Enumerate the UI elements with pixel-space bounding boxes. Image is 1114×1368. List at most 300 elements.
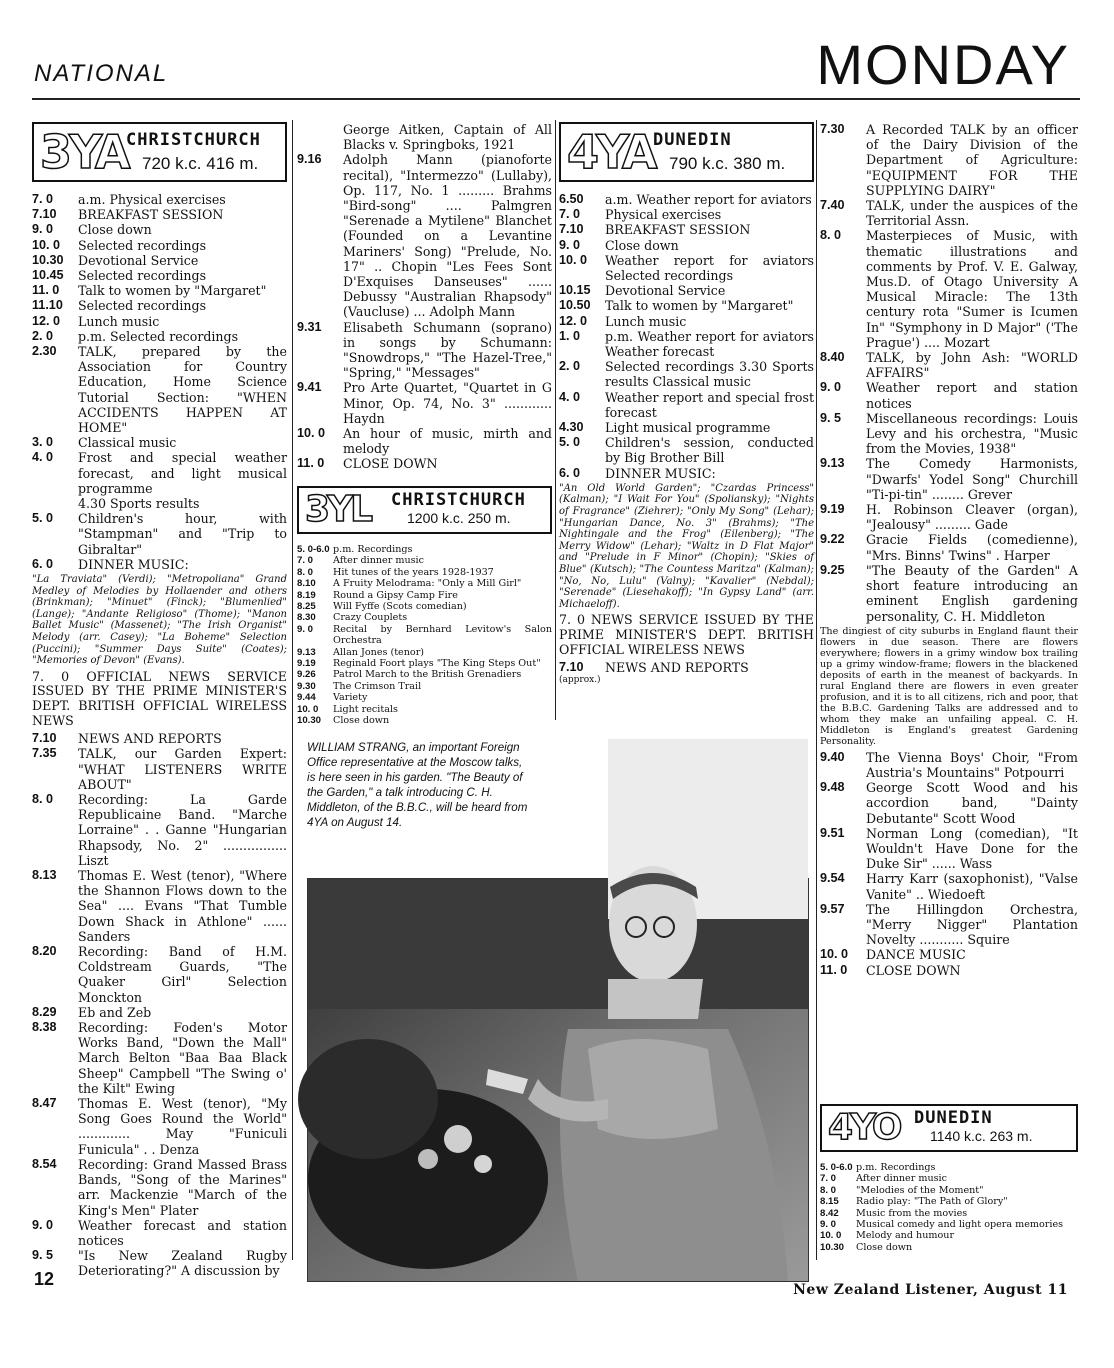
column-4ya-continued bbox=[820, 122, 1078, 1264]
programme-desc: Allan Jones (tenor) bbox=[333, 646, 425, 658]
programme-item bbox=[820, 750, 1078, 780]
programme-time: 9. 5 bbox=[32, 1248, 54, 1263]
programme-time: 8.54 bbox=[32, 1156, 57, 1171]
programme-time: 10. 0 bbox=[559, 252, 588, 267]
programme-time: 7.10 bbox=[32, 207, 57, 222]
programme-item bbox=[32, 435, 287, 450]
programme-desc: Crazy Couplets bbox=[333, 612, 408, 624]
programme-desc: Elisabeth Schumann (soprano) in songs by Schumann: "Snowdrops," "The Hazel-Tree," "Spring," "Messages" bbox=[343, 319, 552, 381]
programme-time: 5. 0-6.0 bbox=[297, 544, 330, 555]
programme-desc: a.m. Physical exercises bbox=[78, 192, 226, 207]
programme-item bbox=[297, 567, 552, 578]
programme-time: 2. 0 bbox=[32, 328, 54, 343]
programme-item bbox=[32, 792, 287, 868]
programme-time: 9.51 bbox=[820, 825, 845, 840]
programme-desc: DINNER MUSIC: bbox=[605, 465, 716, 481]
programme-desc: A Recorded TALK by an officer of the Dairy Division of the Department of Agriculture: "EQUIPMENT FOR THE SUPPLYING DAIRY" bbox=[866, 122, 1078, 198]
programme-desc: After dinner music bbox=[333, 555, 424, 567]
programme-item bbox=[32, 746, 287, 792]
programme-time: 9.19 bbox=[297, 658, 316, 670]
programme-desc: Masterpieces of Music, with thematic illustrations and comments by Prof. V. E. Galway, Mus.D. of Otago University A Musical Miracle: The 13th century rota "Sumer is Icumen In" "Symphony in D Major" ('The Prague') .... Mozart bbox=[866, 228, 1078, 350]
programme-item bbox=[297, 647, 552, 658]
programme-time: 7.40 bbox=[820, 198, 845, 213]
station-frequency: 790 k.c. 380 m. bbox=[669, 154, 786, 173]
programme-desc: Hit tunes of the years 1928-1937 bbox=[333, 566, 494, 578]
page-number: 12 bbox=[34, 1269, 55, 1289]
programme-desc: Physical exercises bbox=[605, 207, 722, 223]
programme-time: 11. 0 bbox=[32, 283, 60, 298]
station-city: DUNEDIN bbox=[914, 1108, 993, 1128]
photo-caption: WILLIAM STRANG, an important Foreign Office representative at the Moscow talks, is here seen in his garden. "The Beauty of the Garden," a talk introducing C. H. Middleton, of the B.B.C., will be heard from 4YA on August 14. bbox=[307, 741, 528, 829]
programme-item bbox=[559, 329, 814, 359]
programme-item bbox=[820, 1242, 1078, 1253]
programme-desc: TALK, prepared by the Association for Country Education, Home Science Tutorial Section: "WHEN ACCIDENTS HAPPEN AT HOME" bbox=[78, 344, 287, 436]
programme-desc: Recording: La Garde Republicaine Band. "Marche Lorraine" . . Ganne "Hungarian Rhapsody, No. 2" ................ Liszt bbox=[78, 792, 287, 868]
programme-desc: Talk to women by "Margaret" bbox=[605, 298, 794, 314]
programme-desc: BREAKFAST SESSION bbox=[78, 207, 224, 223]
programme-desc: Thomas E. West (tenor), "Where the Shannon Flows down to the Sea" .... Evans "That Tumble Down Shack in Athlone" ...... Sanders bbox=[78, 868, 287, 944]
station-city: CHRISTCHURCH bbox=[126, 130, 261, 150]
programme-desc: Close down bbox=[78, 222, 152, 238]
programme-item bbox=[820, 780, 1078, 826]
programme-time: 10.30 bbox=[32, 252, 64, 267]
programme-list bbox=[559, 192, 814, 481]
programme-desc: Weather report and station notices bbox=[866, 380, 1078, 411]
programme-time: 7. 0 bbox=[297, 555, 314, 567]
programme-time: 8. 0 bbox=[820, 228, 842, 243]
programme-time: 8.20 bbox=[32, 944, 57, 959]
programme-item bbox=[297, 692, 552, 703]
programme-time: 9.13 bbox=[820, 456, 845, 471]
programme-item bbox=[559, 207, 814, 222]
programme-desc: After dinner music bbox=[856, 1173, 947, 1185]
programme-desc: NEWS AND REPORTS bbox=[78, 731, 222, 747]
programme-desc: Frost and special weather forecast, and light musical programme bbox=[78, 450, 287, 496]
programme-item bbox=[820, 563, 1078, 624]
programme-desc: Light musical programme bbox=[605, 420, 771, 436]
programme-time: 7.35 bbox=[32, 746, 57, 761]
programme-item bbox=[297, 704, 552, 715]
programme-item bbox=[32, 344, 287, 435]
programme-item bbox=[559, 222, 814, 237]
programme-list bbox=[32, 731, 287, 1278]
programme-item bbox=[297, 601, 552, 612]
programme-time: 9.44 bbox=[297, 692, 316, 704]
programme-time: 8. 0 bbox=[32, 792, 54, 807]
programme-time: 1. 0 bbox=[559, 328, 581, 343]
programme-desc: p.m. Recordings bbox=[856, 1162, 936, 1173]
programme-desc: Recording: Band of H.M. Coldstream Guards, "The Quaker Girl" Selection Monckton bbox=[78, 944, 287, 1005]
programme-item bbox=[559, 253, 814, 283]
programme-item bbox=[820, 826, 1078, 872]
programme-desc: p.m. Recordings bbox=[333, 544, 413, 555]
news-service: 7. 0 NEWS SERVICE ISSUED BY THE PRIME MINISTER'S DEPT. BRITISH OFFICIAL WIRELESS NEWS bbox=[559, 612, 814, 657]
programme-item bbox=[32, 192, 287, 207]
programme-time: 9.13 bbox=[297, 646, 316, 658]
programme-desc: George Aitken, Captain of All Blacks v. Springboks, 1921 bbox=[343, 122, 552, 153]
programme-desc: Weather forecast and station notices bbox=[78, 1217, 287, 1248]
programme-item bbox=[32, 868, 287, 944]
programme-desc: Children's session, conducted by Big Brother Bill bbox=[605, 435, 814, 466]
programme-item bbox=[820, 350, 1078, 380]
programme-time: 9.48 bbox=[820, 780, 845, 795]
programme-time: 8.10 bbox=[297, 578, 316, 590]
programme-time: 7.30 bbox=[820, 122, 845, 136]
programme-item bbox=[32, 329, 287, 344]
programme-item bbox=[559, 390, 814, 420]
programme-item bbox=[820, 902, 1078, 948]
dinner-music-list: "La Traviata" (Verdi); "Metropoliana" Grand Medley of Melodies by Hollaender and others (Brinkman); "Minuet" (Finck); "Blumenlied" (Lange); "Andante Religioso" (Thome); "Manon Ballet Music" (Massenet); "The Irish Organist" Melody (arr. Casey); "La Boheme" Selection (Puccini); "Summer Days Suite" (Coates); "Memories of Devon" (Evans). bbox=[32, 574, 287, 667]
programme-desc: "The Beauty of the Garden" A short feature introducing an eminent English gardening personality, C. H. Middleton bbox=[866, 562, 1078, 624]
programme-desc: BREAKFAST SESSION bbox=[605, 222, 751, 238]
programme-desc: Adolph Mann (pianoforte recital), "Intermezzo" (Lullaby), Op. 117, No. 1 ......... Brahms "Bird-song" .... Palmgren "Serenade a Mytilene" Blanchet (Founded on a Levantine Mariners' Song) "Prelude, No. 17" .. Chopin "Les Fees Sont D'Exquises Danseuses" ...... Debussy "Australian Rhapsody" (Vaucluse) ... Adolph Mann bbox=[343, 152, 552, 320]
programme-item bbox=[32, 511, 287, 557]
programme-time: 8.15 bbox=[820, 1196, 839, 1208]
programme-desc: Weather report for aviators Selected recordings bbox=[605, 252, 814, 284]
programme-desc: Devotional Service bbox=[78, 252, 199, 268]
programme-item bbox=[559, 435, 814, 465]
programme-desc: Harry Karr (saxophonist), "Valse Vanite" .. Wiedoeft bbox=[866, 871, 1078, 902]
programme-desc: George Scott Wood and his accordion band, "Dainty Debutante" Scott Wood bbox=[866, 780, 1078, 826]
programme-desc: Children's hour, with "Stampman" and "Trip to Gibraltar" bbox=[78, 511, 287, 557]
programme-item bbox=[32, 314, 287, 329]
programme-time: 4. 0 bbox=[559, 389, 581, 404]
programme-item bbox=[820, 1219, 1078, 1230]
programme-time: 11. 0 bbox=[820, 962, 848, 977]
programme-item bbox=[32, 1096, 287, 1157]
programme-desc: TALK, by John Ash: "WORLD AFFAIRS" bbox=[866, 350, 1078, 381]
programme-desc: p.m. Selected recordings bbox=[78, 328, 239, 344]
programme-desc: Talk to women by "Margaret" bbox=[78, 283, 267, 299]
programme-desc: Selected recordings bbox=[78, 298, 207, 314]
programme-item bbox=[559, 283, 814, 298]
approx-note: (approx.) bbox=[559, 675, 601, 686]
publication-line: New Zealand Listener, August 11 bbox=[793, 1282, 1068, 1298]
programme-item bbox=[297, 681, 552, 692]
programme-time: 7. 0 bbox=[559, 207, 581, 222]
programme-time: 9.25 bbox=[820, 562, 845, 577]
programme-item bbox=[820, 456, 1078, 502]
programme-desc: DANCE MUSIC bbox=[866, 947, 966, 963]
programme-item bbox=[820, 198, 1078, 228]
programme-desc: TALK, our Garden Expert: "WHAT LISTENERS WRITE ABOUT" bbox=[78, 746, 287, 792]
programme-item bbox=[820, 380, 1078, 410]
station-frequency: 720 k.c. 416 m. bbox=[142, 154, 259, 173]
programme-time: 9.54 bbox=[820, 871, 845, 886]
programme-time: 7.10 bbox=[559, 222, 584, 237]
programme-time: 8.25 bbox=[297, 601, 316, 613]
programme-item bbox=[559, 660, 814, 675]
programme-time: 9. 5 bbox=[820, 410, 842, 425]
column-divider bbox=[292, 120, 293, 1260]
programme-time: 10. 0 bbox=[297, 703, 319, 715]
station-callsign: 4YA bbox=[567, 125, 655, 179]
programme-item bbox=[559, 359, 814, 389]
programme-time: 8.40 bbox=[820, 350, 845, 365]
programme-time: 10. 0 bbox=[297, 426, 326, 441]
programme-desc: Weather report and special frost forecast bbox=[605, 389, 814, 420]
programme-item bbox=[32, 944, 287, 1005]
station-callsign: 4YO bbox=[828, 1107, 900, 1148]
programme-desc: The Hillingdon Orchestra, "Merry Nigger" Plantation Novelty ........... Squire bbox=[866, 901, 1078, 948]
programme-desc: Musical comedy and light opera memories bbox=[856, 1219, 1064, 1231]
column-3ya bbox=[32, 122, 287, 1279]
programme-time: 12. 0 bbox=[32, 313, 61, 328]
programme-item bbox=[820, 1173, 1078, 1184]
station-city: DUNEDIN bbox=[653, 130, 732, 150]
programme-desc: Will Fyffe (Scots comedian) bbox=[333, 601, 467, 613]
programme-item bbox=[32, 1157, 287, 1218]
programme-time: 9. 0 bbox=[297, 623, 314, 635]
programme-desc: Close down bbox=[856, 1241, 913, 1253]
programme-item bbox=[32, 298, 287, 313]
programme-list bbox=[820, 1162, 1078, 1253]
programme-time: 9. 0 bbox=[820, 380, 842, 395]
programme-time: 7. 0 bbox=[820, 1173, 837, 1185]
programme-desc: Eb and Zeb bbox=[78, 1004, 152, 1020]
column-divider bbox=[816, 120, 817, 1260]
column-4ya bbox=[559, 122, 814, 707]
programme-time: 11.10 bbox=[32, 298, 63, 313]
programme-time: 5. 0 bbox=[32, 511, 54, 526]
programme-desc: NEWS AND REPORTS bbox=[605, 660, 749, 676]
programme-item bbox=[559, 420, 814, 435]
programme-item bbox=[297, 612, 552, 623]
programme-time: 8.19 bbox=[297, 589, 316, 601]
programme-time: 6. 0 bbox=[32, 556, 54, 571]
programme-desc: CLOSE DOWN bbox=[343, 456, 438, 472]
programme-time: 7. 0 bbox=[32, 192, 54, 206]
programme-item bbox=[820, 411, 1078, 457]
feature-note: The dingiest of city suburbs in England flaunt their flowers in due season. There are flowers everywhere; flowers in a grimy window box trailing up a grimy window-frame; flowers in the blackened deposits of earth in the meanest of backyards. In rural England there are flowers in even greater profusion, and it is to all citizens, rich and poor, that the B.B.C. Gardening Talks are addressed and to whom they make an unfailing appeal. C. H. Middleton is England's greatest Gardening Personality. bbox=[820, 625, 1078, 747]
programme-item bbox=[297, 658, 552, 669]
programme-desc: Gracie Fields (comedienne), "Mrs. Binns' Twins" . Harper bbox=[866, 532, 1078, 563]
programme-item bbox=[297, 555, 552, 566]
programme-item bbox=[32, 238, 287, 253]
column-3ya-continued bbox=[297, 122, 552, 482]
programme-time: 7.10 bbox=[32, 731, 57, 746]
station-box-3ya bbox=[32, 122, 287, 182]
programme-desc: Recording: Grand Massed Brass Bands, "Song of the Marines" arr. Mackenzie "March of the King's Men" Plater bbox=[78, 1156, 287, 1218]
programme-item bbox=[297, 590, 552, 601]
programme-desc: Thomas E. West (tenor), "My Song Goes Round the World" ............. May "Funiculi Funicula" . . Denza bbox=[78, 1096, 287, 1157]
news-service: 7. 0 OFFICIAL NEWS SERVICE ISSUED BY THE PRIME MINISTER'S DEPT. BRITISH OFFICIAL WIRELESS NEWS bbox=[32, 668, 287, 728]
programme-desc: CLOSE DOWN bbox=[866, 962, 961, 978]
programme-item bbox=[297, 669, 552, 680]
programme-time: 9.22 bbox=[820, 532, 845, 547]
programme-desc: An hour of music, mirth and melody bbox=[343, 426, 552, 457]
programme-time: 9. 0 bbox=[32, 222, 54, 237]
programme-time: 9. 0 bbox=[32, 1217, 54, 1232]
programme-item bbox=[820, 1196, 1078, 1207]
programme-item bbox=[820, 502, 1078, 532]
station-callsign: 3YA bbox=[40, 125, 128, 179]
programme-list bbox=[297, 122, 552, 472]
programme-item bbox=[559, 192, 814, 207]
programme-item bbox=[297, 624, 552, 647]
programme-desc: Radio play: "The Path of Glory" bbox=[856, 1196, 1008, 1208]
programme-desc: Devotional Service bbox=[605, 283, 726, 299]
programme-item bbox=[820, 1185, 1078, 1196]
programme-item bbox=[297, 578, 552, 589]
programme-time: 8.38 bbox=[32, 1020, 57, 1035]
programme-desc: Recording: Foden's Motor Works Band, "Down the Mall" March Belton "Baa Baa Black Sheep" Campbell "The Swing o' the Kilt" Ewing bbox=[78, 1020, 287, 1096]
programme-time: 5. 0 bbox=[559, 435, 581, 450]
station-callsign: 3YL bbox=[305, 489, 371, 530]
station-box-4ya bbox=[559, 122, 814, 182]
programme-desc: Round a Gipsy Camp Fire bbox=[333, 589, 458, 601]
programme-desc: Light recitals bbox=[333, 703, 398, 715]
programme-item bbox=[32, 1005, 287, 1020]
programme-time: 2. 0 bbox=[559, 359, 581, 374]
programme-item bbox=[32, 731, 287, 746]
programme-desc: TALK, under the auspices of the Territorial Assn. bbox=[866, 198, 1078, 229]
programme-item bbox=[32, 1248, 287, 1278]
programme-desc: Pro Arte Quartet, "Quartet in G Minor, Op. 74, No. 3" ............ Haydn bbox=[343, 380, 552, 426]
programme-desc: "Is New Zealand Rugby Deteriorating?" A discussion by bbox=[78, 1248, 287, 1279]
programme-time: 11. 0 bbox=[297, 456, 325, 471]
programme-time: 10.30 bbox=[820, 1241, 845, 1253]
programme-time: 6. 0 bbox=[559, 465, 581, 480]
programme-time: 9.57 bbox=[820, 901, 845, 916]
programme-desc: Selected recordings bbox=[78, 237, 207, 253]
day-title: MONDAY bbox=[816, 33, 1070, 96]
header-rule bbox=[32, 98, 1080, 100]
programme-item bbox=[820, 122, 1078, 198]
programme-time: 8.13 bbox=[32, 868, 57, 883]
programme-desc: Lunch music bbox=[78, 313, 160, 329]
programme-list bbox=[820, 750, 1078, 978]
programme-item bbox=[297, 544, 552, 555]
programme-time: 5. 0-6.0 bbox=[820, 1162, 853, 1173]
programme-desc: A Fruity Melodrama: "Only a Mill Girl" bbox=[333, 578, 522, 590]
programme-time: 10. 0 bbox=[820, 1230, 842, 1242]
programme-desc: Reginald Foort plays "The King Steps Out" bbox=[333, 658, 541, 670]
section-label: NATIONAL bbox=[34, 60, 169, 87]
programme-item bbox=[820, 228, 1078, 350]
programme-time: 9. 0 bbox=[559, 237, 581, 252]
programme-item bbox=[32, 207, 287, 222]
programme-desc: The Vienna Boys' Choir, "From Austria's Mountains" Potpourri bbox=[866, 749, 1078, 780]
programme-time: 10.45 bbox=[32, 268, 64, 283]
programme-desc: Patrol March to the British Grenadiers bbox=[333, 669, 522, 681]
programme-item bbox=[32, 1020, 287, 1096]
programme-desc: Recital by Bernhard Levitow's Salon Orchestra bbox=[333, 623, 552, 647]
programme-desc: Classical music bbox=[78, 435, 177, 451]
programme-item bbox=[559, 466, 814, 481]
programme-item bbox=[297, 152, 552, 319]
programme-time: 10.30 bbox=[297, 715, 322, 727]
programme-time: 9.41 bbox=[297, 380, 322, 395]
programme-item bbox=[32, 496, 287, 511]
programme-desc: Close down bbox=[333, 715, 390, 727]
programme-desc: p.m. Weather report for aviators Weather forecast bbox=[605, 328, 814, 360]
programme-time: 9.16 bbox=[297, 152, 322, 167]
station-city: CHRISTCHURCH bbox=[391, 490, 526, 510]
programme-desc: 4.30 Sports results bbox=[78, 496, 200, 512]
programme-item bbox=[32, 557, 287, 572]
programme-desc: The Comedy Harmonists, "Dwarfs' Yodel Song" Churchill "Ti-pi-tin" ........ Grever bbox=[866, 456, 1078, 502]
programme-desc: a.m. Weather report for aviators bbox=[605, 192, 812, 207]
programme-time: 10. 0 bbox=[32, 237, 61, 252]
column-4yo bbox=[820, 1104, 1078, 1253]
programme-item bbox=[297, 456, 552, 471]
programme-desc: DINNER MUSIC: bbox=[78, 556, 189, 572]
programme-item bbox=[820, 947, 1078, 962]
programme-time: 9.30 bbox=[297, 680, 316, 692]
programme-desc: Music from the movies bbox=[856, 1207, 968, 1219]
programme-desc: Norman Long (comedian), "It Wouldn't Have Done for the Duke Sir" ...... Wass bbox=[866, 825, 1078, 872]
programme-desc: Lunch music bbox=[605, 313, 687, 329]
programme-item bbox=[820, 871, 1078, 901]
programme-item bbox=[32, 1218, 287, 1248]
programme-item bbox=[820, 1230, 1078, 1241]
programme-item bbox=[32, 268, 287, 283]
programme-item bbox=[32, 450, 287, 496]
dinner-music-list: "An Old World Garden"; "Czardas Princess" (Kalman); "I Wait For You" (Spoliansky); "Nights of Fragrance" (Ziehrer); "Only My Song" (Lehar); "Hungarian Dance, No. 3" (Brahms); "The Nightingale and the Frog" (Eilenberg); "The Merry Widow" (Lehar); "Waltz in D Flat Major" and "Prelude in F Minor" (Chopin); "Skies of Blue" (Kutsch); "The Countess Maritza" (Kalman); "No, No, Lulu" (Valny); "Kavalier" (Nebdal); "Serenade" (Liesehakoff); "In Gypsy Land" (arr. Michaeloff). bbox=[559, 482, 814, 610]
programme-time: 8. 0 bbox=[820, 1184, 837, 1196]
programme-time: 2.30 bbox=[32, 344, 57, 359]
photo-william-strang bbox=[307, 878, 809, 1282]
programme-desc: Melody and humour bbox=[856, 1230, 955, 1242]
programme-time: 9.40 bbox=[820, 749, 845, 764]
programme-desc: Close down bbox=[605, 237, 679, 253]
programme-item bbox=[820, 1208, 1078, 1219]
programme-time: 4. 0 bbox=[32, 450, 54, 465]
programme-time: 3. 0 bbox=[32, 435, 54, 450]
programme-time: 10.15 bbox=[559, 283, 591, 298]
programme-item bbox=[559, 298, 814, 313]
programme-item bbox=[297, 426, 552, 456]
programme-time: 9. 0 bbox=[820, 1219, 837, 1231]
station-frequency: 1200 k.c. 250 m. bbox=[407, 510, 511, 526]
programme-item bbox=[820, 532, 1078, 562]
column-divider bbox=[555, 120, 556, 720]
programme-time: 9.31 bbox=[297, 319, 322, 334]
station-box-4yo bbox=[820, 1104, 1078, 1152]
programme-desc: "Melodies of the Moment" bbox=[856, 1184, 984, 1196]
programme-list bbox=[297, 544, 552, 727]
programme-desc: Miscellaneous recordings: Louis Levy and his orchestra, "Music from the Movies, 1938" bbox=[866, 410, 1078, 457]
programme-time: 9.19 bbox=[820, 502, 845, 517]
column-3yl bbox=[297, 486, 552, 727]
programme-desc: Variety bbox=[333, 692, 368, 704]
programme-time: 7.10 bbox=[559, 660, 584, 675]
station-box-3yl bbox=[297, 486, 552, 534]
programme-time: 9.26 bbox=[297, 669, 316, 681]
programme-item bbox=[297, 122, 552, 152]
programme-item bbox=[297, 715, 552, 726]
programme-desc: Selected recordings bbox=[78, 268, 207, 284]
programme-item bbox=[820, 1162, 1078, 1173]
programme-item bbox=[820, 963, 1078, 978]
programme-list bbox=[32, 192, 287, 572]
programme-item bbox=[32, 253, 287, 268]
programme-time: 8.42 bbox=[820, 1207, 839, 1219]
programme-time: 6.50 bbox=[559, 192, 584, 206]
programme-list bbox=[820, 122, 1078, 624]
programme-item bbox=[297, 320, 552, 381]
programme-time: 8.29 bbox=[32, 1004, 57, 1019]
programme-item bbox=[32, 222, 287, 237]
programme-time: 8.47 bbox=[32, 1096, 57, 1111]
programme-desc: H. Robinson Cleaver (organ), "Jealousy" ......... Gade bbox=[866, 502, 1078, 533]
programme-item bbox=[559, 238, 814, 253]
programme-time: 8.30 bbox=[297, 612, 316, 624]
station-frequency: 1140 k.c. 263 m. bbox=[930, 1128, 1033, 1144]
programme-item bbox=[559, 314, 814, 329]
programme-desc: The Crimson Trail bbox=[333, 680, 422, 692]
